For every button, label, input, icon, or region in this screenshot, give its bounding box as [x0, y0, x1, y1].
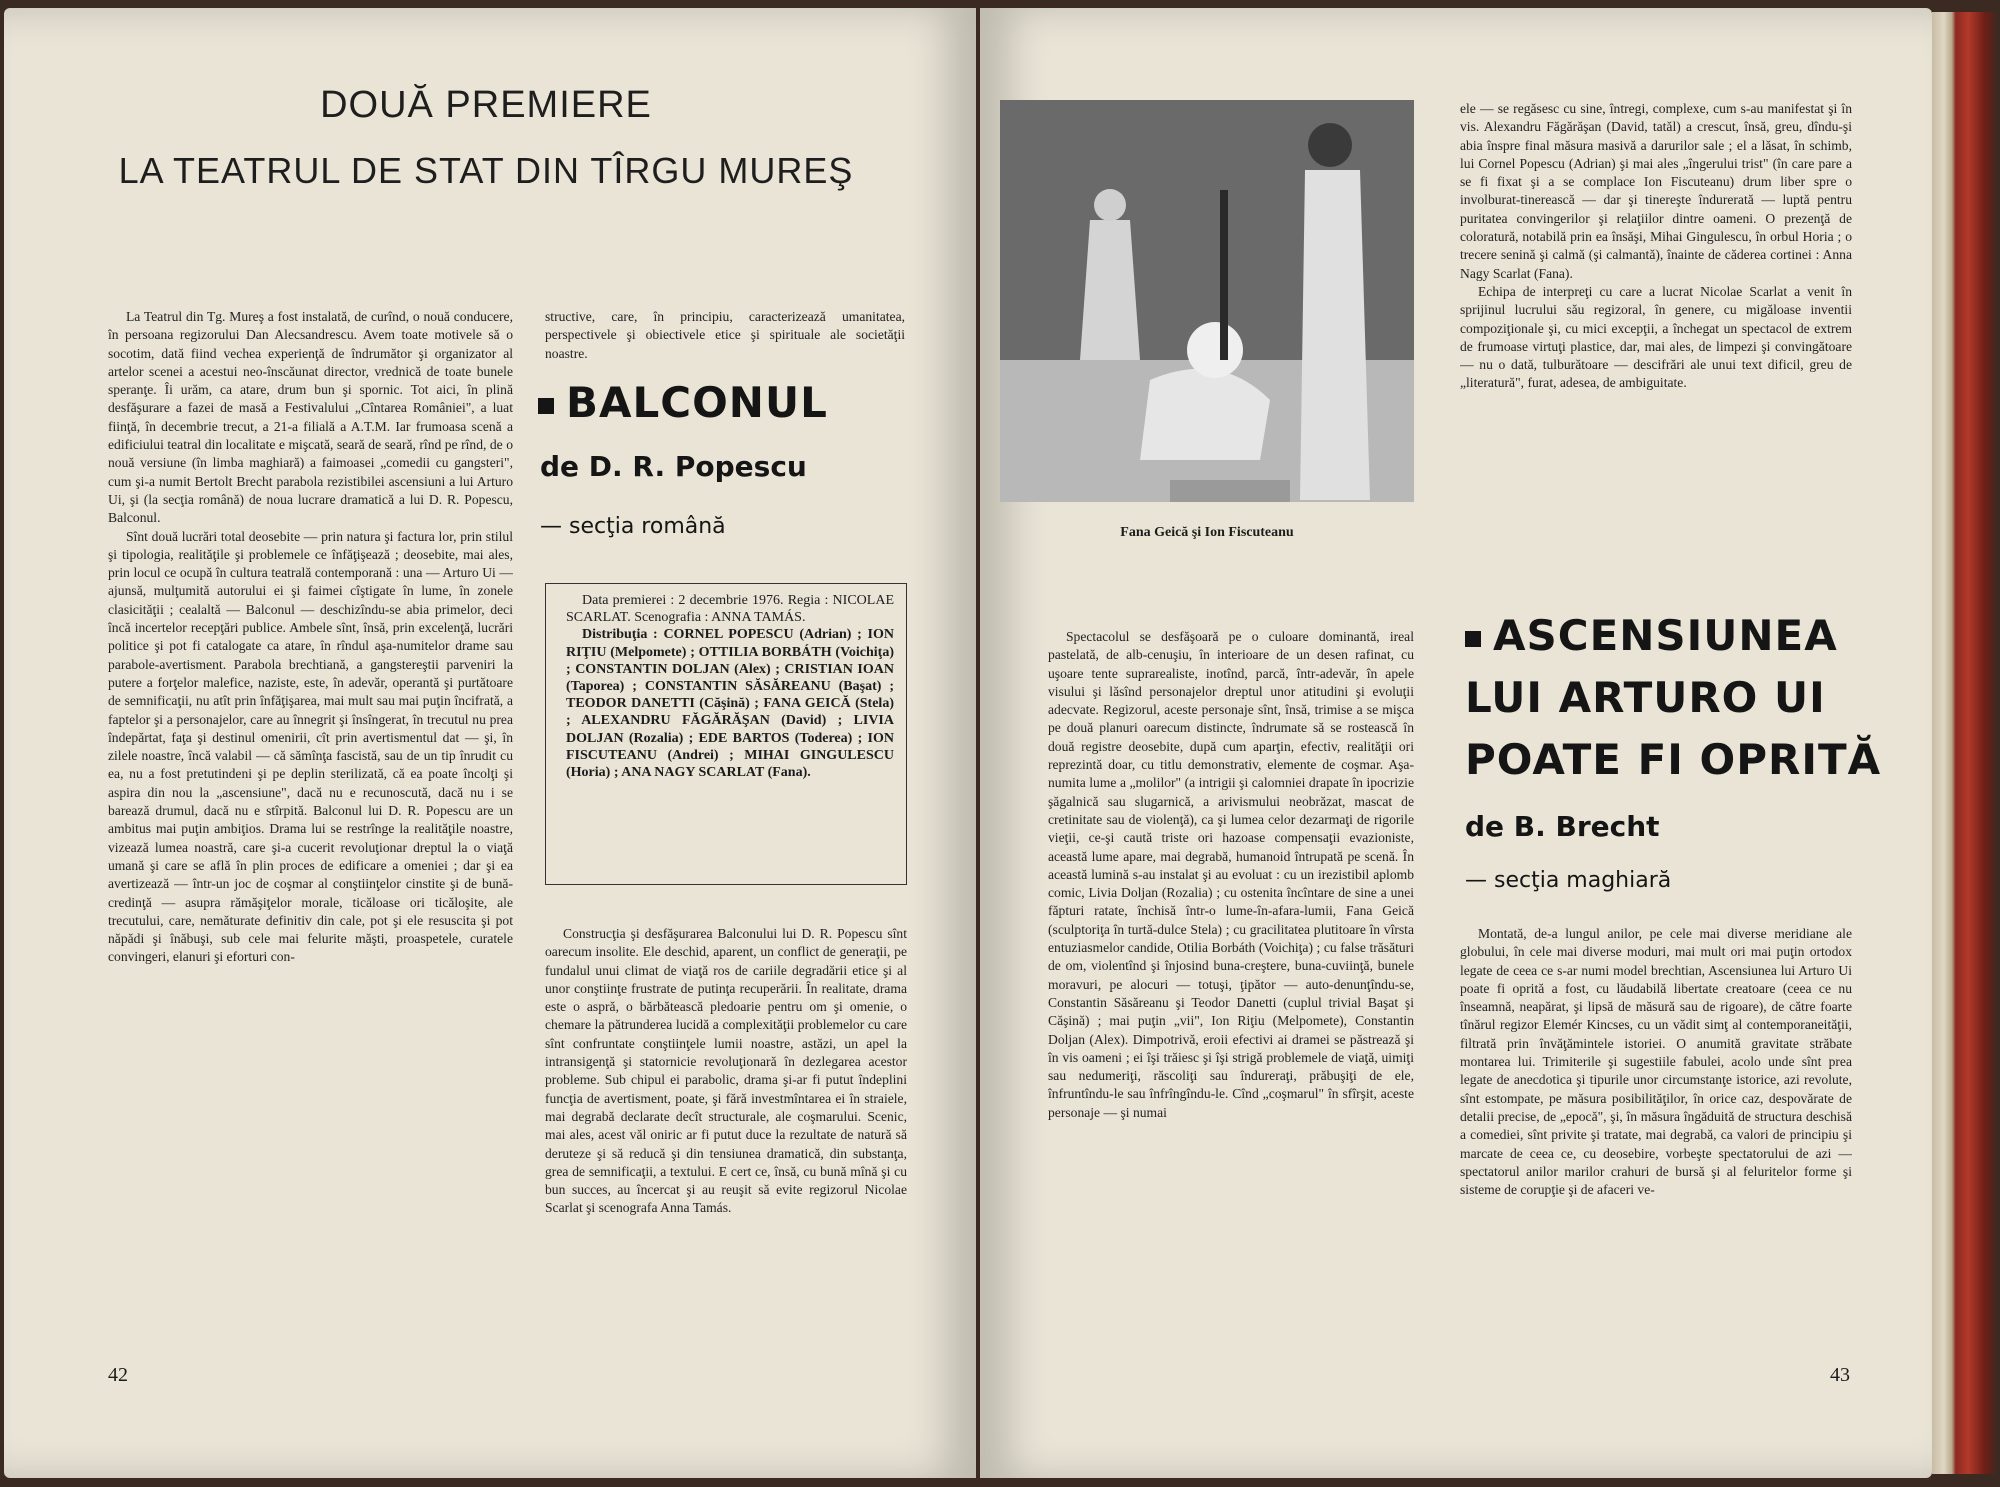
page-number-right: 43 — [1830, 1364, 1850, 1386]
play2-section: — secţia maghiară — [1465, 868, 1672, 893]
actors-paragraph-1: ele — se regăsesc cu sine, întregi, complexe, cum s-au manifestat şi în vis. Alexandru Făgărăşan (David, tatăl) a crescut, însă, greu, dîndu-şi abia înspre final măsura masivă a darurilor sale ; el a lăsat, în schimb, lui Cornel Popescu (Adrian) şi mai ales „îngerului trist" (în care pare a se fi fixat şi a se complace Ion Fiscuteanu) drum liber spre o involburat-tinerească — dar şi tinereşte îndurerată — luptă pentru puritatea convingerilor şi relaţiilor dintre oameni. O prezenţă de coloratură, notabilă prin ea însăşi, Mihai Gingulescu, în orbul Horia ; o trecere senină şi calmă (şi calmantă), înainte de căderea cortinei : Anna Nagy Scarlat (Fana). — [1460, 101, 1852, 281]
production-photo — [1000, 100, 1414, 502]
bullet-icon — [538, 398, 554, 414]
spectacol-column: Spectacolul se desfăşoară pe o culoare dominantă, ireal pastelată, de alb-cenuşiu, în interioare de un desen rafinat, cu uşoare tente suprarealiste, inotînd, parcă, într-adevăr, în apele visului şi lăsînd personajelor dreptul unor atitudini şi evoluţii adecvate. Regizorul, aceste personaje sînt, însă, trimise a se mişca pe două planuri oarecum distincte, îndrumate să se rostească în două registre deosebite, după cum aparţin, efectiv, realităţii ori reprezintă doar, cu titlu demonstrativ, elemente de coşmar. Aşa-numita lume a „molilor" (a intrigii şi calomniei drapate în ipocrizie şăgalnică sau slugarnică, a arivismului neobrăzat, mascat de cretinitate sau de violenţă), ca şi lumea celor dezarmaţi de rigorile vieţii, ce-şi caută triste ori hazoase compensaţii evazioniste, această lume apare, mai degrabă, humanoid întrupată pe scenă. În această lumină s-au instalat şi au evoluat : cu un irezistibil aplomb comic, Livia Doljan (Rozalia) ; cu ostenita încîntare de sine a unei făpturi ratate, închisă într-o lume-în-afara-lumii, Fana Geică (sculptoriţa în turtă-dulce Stela) ; cu gracilitatea plutitoare în vîrsta entuziasmelor candide, Otilia Borbáth (Voichiţa) ; cu false trăsături de om, violentînd şi înjosind buna-creştere, buna-cuviinţă, bunele moravuri, pe alocuri — totuşi, ţipător — auto-denunţîndu-se, Constantin Săsăreanu şi Teodor Danetti (cuplul trivial Başat şi Căşină) ; mai puţin „vii", Ion Riţiu (Melpomete), Constantin Doljan (Alex). Dimpotrivă, eroii efectivi ai dramei se păstrează şi în vis oameni ; ei îşi trăiesc şi îşi strigă problemele de viaţă, uimiţi sau nedumeriţi, răscoliţi sau îndureraţi, prăbuşiţi de ele, înfruntîndu-le sau înfrîngîndu-le. Cînd „coşmarul" în sfîrşit, aceste personaje — şi numai — [1048, 629, 1414, 1120]
premiere-info: Data premierei : 2 decembrie 1976. Regia : NICOLAE SCARLAT. Scenografia : ANNA TAMÁS. — [566, 593, 894, 626]
cast-box — [545, 583, 907, 885]
play2-title — [1465, 605, 1881, 791]
play2-author: de B. Brecht — [1465, 810, 1660, 843]
actors-column-top — [1460, 100, 1852, 538]
play1-title: BALCONUL — [538, 378, 828, 427]
cast-list: Distribuţia : CORNEL POPESCU (Adrian) ; ION RIŢIU (Melpomete) ; OTTILIA BORBÁTH (Voichiţa) ; CONSTANTIN DOLJAN (Alex) ; CRISTIAN IOAN (Taporea) ; CONSTANTIN SĂSĂREANU (Başat) ; TEODOR DANETTI (Căşină) ; FANA GEICĂ (Stela) ; ALEXANDRU FĂGĂRĂŞAN (David) ; LIVIA DOLJAN (Rozalia) ; EDE BARTOS (Toderea) ; ION FISCUTEANU (Andrei) ; MIHAI GINGULESCU (Horia) ; ANA NAGY SCARLAT (Fana). — [566, 627, 894, 781]
balconul-review-column: Construcţia şi desfăşurarea Balconului lui D. R. Popescu sînt oarecum insolite. Ele deschid, aparent, un conflict de generaţii, pe fundalul unui climat de viaţă ros de cariile degradării etice şi al unor conştiinţe frustrate de putinţa recuperării. În realitate, drama este o aspră, o bărbătească pledoarie pentru om şi omenie, o chemare la pătrunderea lucidă a complexităţii problemelor cu care sînt confruntate conştiinţele lumii noastre, astăzi, un apel la intransigenţă şi statornicie revoluţionară în dezlegarea acestor probleme. Sub chipul ei parabolic, drama şi-ar fi putut îndeplini funcţia de avertisment, poate, şi fără investmîntarea ei în straiele, mai degrabă declarate decît structurale, ale coşmarului. Scenic, mai ales, acest văl oniric ar fi putut duce la rezultate de natură să deruteze şi să reducă şi din tensiunea dramatică, din substanţa, grea de semnificaţii, a textului. E cert ce, însă, cu bună mînă şi cu bun succes, au încercat şi au reuşit să evite regizorul Nicolae Scarlat şi scenografa Anna Tamás. — [545, 926, 907, 1216]
bullet-icon — [1465, 631, 1481, 647]
page-number-left: 42 — [108, 1364, 128, 1386]
play2-title-line2: LUI ARTURO UI — [1465, 673, 1826, 722]
play2-title-line3: POATE FI OPRITĂ — [1465, 735, 1882, 784]
book-edge — [1932, 12, 1998, 1474]
intro-continuation: structive, care, în principiu, caracterizează umanitatea, perspectivele şi obiectivele etice şi spirituale ale societăţii noastre. — [545, 309, 905, 361]
play1-author: de D. R. Popescu — [540, 450, 807, 483]
intro-paragraph-2: Sînt două lucrări total deosebite — prin natura şi factura lor, prin stilul şi tipologia, realităţile şi problemele ce înfăţişează ; deosebite, mai ales, prin locul ce ocupă în cultura teatrală contemporană : una — Arturo Ui — ajunsă, mulţumită autorului ei şi faimei cîştigate în lume, în zonele clasicităţii ; cealaltă — Balconul — deschizîndu-se abia primelor, deci încă incertelor recepţări publice. Ambele sînt, însă, prin excelenţă, lucrări politice şi pot fi catalogate ca atare, în rîndul aşa-numitelor drame sau parabole-avertisment. Parabola brechtiană, a gangstereştii parveniri la putere a forţelor malefice, naziste, este, în adevăr, operantă şi purtătoare de semnificaţii, nu atît prin înfăţişarea, mai mult sau mai puţin încifrată, a faptelor şi a personajelor, care au înnegrit şi însîngerat, în trecutul nu prea îndepărtat, faţa şi destinul omenirii, cît prin avertismentul dat — şi, în zilele noastre, încă valabil — că sămînţa fascistă, sau de un tip înrudit cu ea, nu a fost pretutindeni şi pe deplin sterilizată, că ea poate încolţi şi aspira din nou la „ascensiune", dacă nu e recunoscută, dacă nu i se barează drumul, dacă nu e stîrpită. Balconul lui D. R. Popescu are un ambitus mai puţin ambiţios. Drama lui se restrînge la realităţile noastre, vizează lumea noastră, care şi-a cucerit revoluţionar dreptul la o viaţă umană şi care se află în plin proces de edificare a omeniei ; dar şi ea avertizează — într-un joc de coşmar al conştiinţelor cinstite şi de bună-credinţă — asupra rămăşiţelor morale, ticăloase ori ticăloşite, ale trecutului, care, nemăturate definitiv din cale, pot şi ele resuscita şi pot năpădi şi înăbuşi, sub cele mai felurite măşti, proaspetele, curatele convingeri, elanuri şi eforturi con- — [108, 528, 513, 965]
arturo-review-column: Montată, de-a lungul anilor, pe cele mai diverse meridiane ale globului, în cele mai diverse moduri, mai mult ori mai puţin ortodox legate de ceea ce s-ar numi model brechtian, Ascensiunea lui Arturo Ui poate fi oprită a fost, cu lăudabilă libertate creatoare (ceea ce nu înseamnă, neapărat, şi lipsă de măsură sau de rigoare), de către foarte tînărul regizor Elemér Kincses, cu un vădit simţ al contemporaneităţii, filtrată prin învăţămintele istoriei. O anumită gravitate străbate montarea lui. Trimiterile şi sugestiile fabulei, acolo unde sînt prea legate de anecdotica şi tipurile unor circumstanţe istorice, azi revolute, sînt estompate, pe măsura posibilităţilor, în orice caz, despovărate de detalii precise, de „epocă", şi, în măsura îngăduită de structura deschisă a comediei, sînt privite şi tratate, mai degrabă, ca valori de principiu şi marcate de ceea ce, cu deosebire, vorbeşte spectatorului de azi — spectatorul anilor marilor crahuri de bursă şi al feluritelor forme şi sisteme de corupţie şi de afaceri ve- — [1460, 926, 1852, 1198]
play2-title-line1: ASCENSIUNEA — [1465, 605, 1881, 667]
article-title-line1: DOUĂ PREMIERE — [320, 84, 652, 126]
photo-illustration — [1000, 100, 1414, 502]
photo-caption: Fana Geică şi Ion Fiscuteanu — [1120, 525, 1294, 540]
cast-text — [566, 592, 894, 781]
intro-paragraph-1: La Teatrul din Tg. Mureş a fost instalată, de curînd, o nouă conducere, în persoana regizorului Dan Alecsandrescu. Avem toate motivele să o socotim, dată fiind vechea experienţă de îndrumător şi organizator al artelor scenei a acestui neo-înscăunat director, vrednică de toate bunele speranţe. Îi urăm, ca atare, drum bun şi spornic. Tot aici, în plină desfăşurare a fazei de masă a Festivalului „Cîntarea României", a luat fiinţă, în decembrie trecut, a 21-a filială a A.T.M. Iar frumoasa scenă a edificiului teatral din localitate e mişcată, seară de seară, rînd pe rînd, de o nouă versiune (în limba maghiară) a faimoasei „comedii cu gangsteri", cum şi-a numit Bertolt Brecht parabola rezistibilei ascensiuni a lui Arturo Ui, şi (la secţia română) de noua lucrare dramatică a lui D. R. Popescu, Balconul. — [108, 309, 513, 526]
play1-section: — secţia română — [540, 514, 726, 539]
article-title-line2: LA TEATRUL DE STAT DIN TÎRGU MUREŞ — [118, 150, 854, 191]
intro-column — [108, 308, 513, 1338]
actors-paragraph-2: Echipa de interpreţi cu care a lucrat Nicolae Scarlat a venit în sprijinul lucrului său regizoral, în genere, cu migăloase inventii compoziţionale şi, cu mici excepţii, a închegat un spectacol de extrem de frumoase virtuţi plastice, dar, mai ales, de limpezi şi convingătoare — nu o dată, tulburătoare — descifrări ale unui text dificil, greu de „literatură", furat, adesea, de ambiguitate. — [1460, 283, 1852, 391]
